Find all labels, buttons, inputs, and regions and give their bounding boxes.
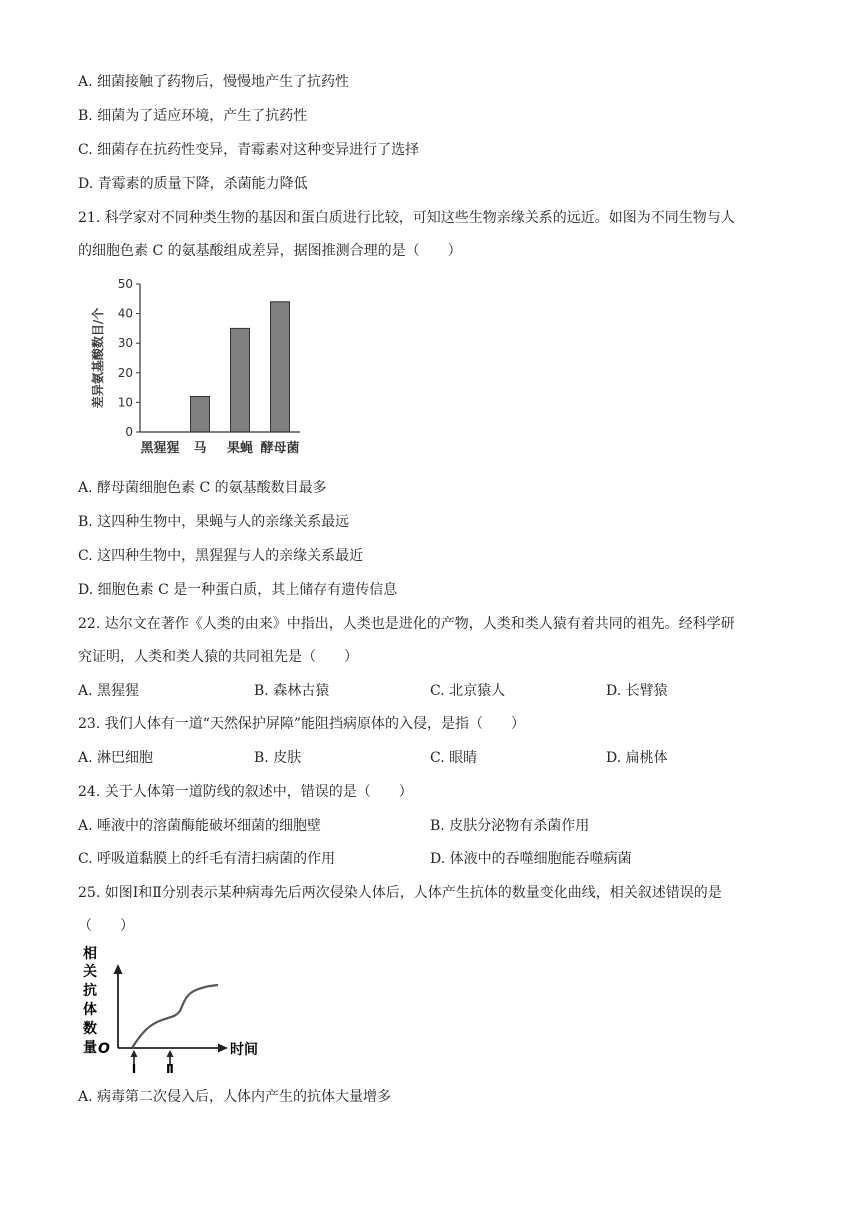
q23-option-b: B. 皮肤	[254, 750, 302, 766]
x-axis-arrow-icon	[218, 1044, 228, 1053]
q23-stem: 23. 我们人体有一道“天然保护屏障”能阻挡病原体的入侵，是指（ ）	[78, 716, 526, 732]
curve-y-label-char: 数	[83, 1021, 97, 1037]
q22-option-c: C. 北京猿人	[430, 683, 506, 699]
q21-stem-line2: 的细胞色素 C 的氨基酸组成差异，据图推测合理的是（ ）	[78, 243, 462, 259]
q21-option-b: B. 这四种生物中，果蝇与人的亲缘关系最远	[78, 514, 350, 530]
q21-option-d: D. 细胞色素 C 是一种蛋白质，其上储存有遗传信息	[78, 582, 398, 598]
y-tick-label: 0	[125, 425, 133, 439]
q20-option-a: A. 细菌接触了药物后，慢慢地产生了抗药性	[78, 74, 350, 90]
q22-option-b: B. 森林古猿	[254, 683, 330, 699]
antibody-curve	[132, 985, 218, 1048]
x-categories	[140, 440, 299, 456]
q22-stem-line2: 究证明，人类和类人猿的共同祖先是（ ）	[78, 649, 358, 665]
marker-2-label: Ⅱ	[166, 1062, 174, 1074]
curve-y-label	[83, 945, 97, 1056]
x-category-label: 马	[193, 441, 207, 456]
bar	[231, 328, 250, 432]
q20-option-b: B. 细菌为了适应环境，产生了抗药性	[78, 108, 308, 124]
q22-stem-line1: 22. 达尔文在著作《人类的由来》中指出，人类也是进化的产物，人类和类人猿有着共同的祖先。经科学研	[78, 616, 735, 632]
x-category-label: 酵母菌	[260, 441, 300, 456]
q21-option-a: A. 酵母菌细胞色素 C 的氨基酸数目最多	[78, 480, 327, 496]
y-tick-label: 20	[117, 365, 133, 380]
q24-option-c: C. 呼吸道黏膜上的纤毛有清扫病菌的作用	[78, 851, 336, 867]
q24-stem: 24. 关于人体第一道防线的叙述中，错误的是（ ）	[78, 784, 413, 800]
q20-option-d: D. 青霉素的质量下降，杀菌能力降低	[78, 176, 308, 192]
y-axis-label: 差异氨基酸数目/个	[91, 307, 105, 409]
antibody-curve-svg	[80, 944, 270, 1074]
y-tick-label: 50	[117, 277, 133, 291]
curve-origin-label: O	[98, 1041, 110, 1057]
curve-x-label: 时间	[230, 1042, 258, 1058]
curve-y-label-char: 关	[83, 964, 97, 980]
curve-y-label-char: 抗	[83, 983, 97, 999]
q24-option-d: D. 体液中的吞噬细胞能吞噬病菌	[430, 851, 632, 867]
q21-option-c: C. 这四种生物中，黑猩猩与人的亲缘关系最近	[78, 548, 364, 564]
q23-option-d: D. 扁桃体	[606, 750, 668, 766]
curve-y-label-char: 相	[83, 946, 97, 962]
up-arrow-icon	[131, 1050, 138, 1057]
bar	[191, 396, 210, 432]
curve-y-label-char: 体	[83, 1002, 97, 1018]
q23-option-a: A. 淋巴细胞	[78, 750, 154, 766]
q20-option-c: C. 细菌存在抗药性变异，青霉素对这种变异进行了选择	[78, 142, 420, 158]
marker-1-label: Ⅰ	[131, 1062, 137, 1074]
q25-stem-line2: （ ）	[78, 918, 134, 934]
bars	[191, 302, 290, 432]
antibody-curve-graph	[80, 944, 270, 1078]
y-tick-label: 40	[117, 306, 133, 321]
q25-stem-line1: 25. 如图Ⅰ和Ⅱ分别表示某种病毒先后两次侵染人体后，人体产生抗体的数量变化曲线，相关叙述错误的是	[78, 885, 722, 901]
q25-option-a: A. 病毒第二次侵入后，人体内产生的抗体大量增多	[78, 1089, 392, 1105]
bar-chart-svg	[86, 272, 316, 462]
q22-option-d: D. 长臂猿	[606, 683, 668, 699]
curve-y-label-char: 量	[83, 1040, 97, 1056]
q21-stem-line1: 21. 科学家对不同种类生物的基因和蛋白质进行比较，可知这些生物亲缘关系的远近。如图为不同生物与人	[78, 210, 735, 226]
y-axis-arrow-icon	[114, 964, 123, 974]
bar	[271, 302, 290, 432]
y-ticks	[118, 277, 140, 439]
q22-option-a: A. 黑猩猩	[78, 683, 140, 699]
x-category-label: 果蝇	[226, 441, 254, 456]
x-category-label: 黑猩猩	[140, 441, 180, 456]
y-tick-label: 10	[117, 395, 133, 410]
y-tick-label: 30	[117, 336, 133, 351]
amino-acid-difference-chart	[86, 272, 316, 466]
q24-option-b: B. 皮肤分泌物有杀菌作用	[430, 818, 590, 834]
q24-option-a: A. 唾液中的溶菌酶能破坏细菌的细胞壁	[78, 818, 322, 834]
q23-option-c: C. 眼睛	[430, 750, 478, 766]
up-arrow-icon	[167, 1050, 174, 1057]
